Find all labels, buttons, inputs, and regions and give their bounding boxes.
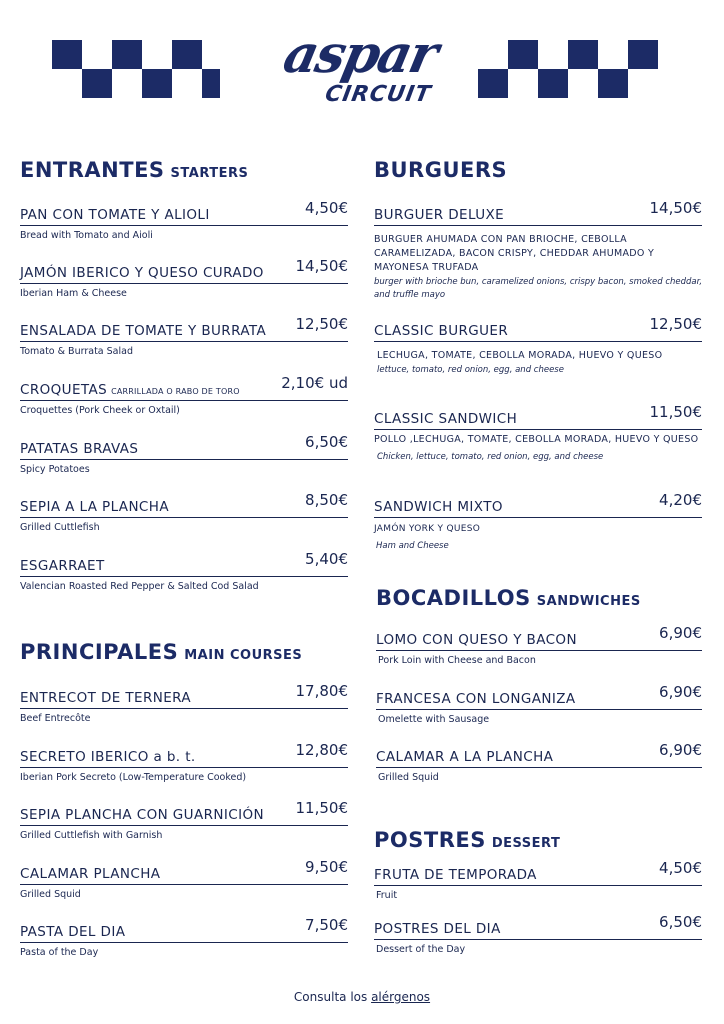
item-description: Omelette with Sausage: [378, 714, 490, 725]
item-name: SEPIA A LA PLANCHA: [20, 499, 169, 515]
menu-item: [374, 491, 702, 557]
item-name: SEPIA PLANCHA CON GUARNICIÓN: [20, 807, 264, 823]
divider: [20, 459, 348, 460]
item-price: 12,80€: [295, 741, 348, 759]
divider: [20, 225, 348, 226]
section-title-sandwiches: BOCADILLOS SANDWICHES: [376, 586, 641, 610]
item-name: POSTRES DEL DIA: [374, 921, 501, 937]
item-name: PASTA DEL DIA: [20, 924, 126, 940]
section-title-burgers: BURGUERS: [374, 158, 508, 182]
item-name: CLASSIC SANDWICH: [374, 411, 518, 427]
item-description: JAMÓN YORK Y QUESO: [374, 524, 481, 534]
item-note: CARRILLADA O RABO DE TORO: [111, 387, 240, 396]
item-name: CLASSIC BURGUER: [374, 323, 509, 339]
section-title-mains: PRINCIPALES MAIN COURSES: [20, 640, 303, 664]
divider: [374, 939, 702, 940]
allergens-footer: [0, 990, 724, 1004]
item-name: CROQUETAS CARRILLADA O RABO DE TORO: [20, 382, 240, 398]
divider: [20, 400, 348, 401]
divider: [374, 517, 702, 518]
item-description: Pork Loin with Cheese and Bacon: [378, 655, 536, 666]
divider: [374, 225, 702, 226]
menu-item: [376, 683, 702, 737]
menu-item: [20, 682, 348, 736]
divider: [20, 283, 348, 284]
item-description: Grilled Squid: [378, 772, 439, 783]
menu-item: [376, 624, 702, 678]
item-price: 7,50€: [305, 916, 348, 934]
item-price: 6,90€: [659, 624, 702, 642]
divider: [374, 341, 702, 342]
item-name: SANDWICH MIXTO: [374, 499, 503, 515]
item-name: ESGARRAET: [20, 558, 105, 574]
item-description-english: burger with brioche bun, caramelized onions, crispy bacon, smoked cheddar, and truffle mayo: [374, 277, 703, 300]
divider: [20, 825, 348, 826]
item-price: 17,80€: [295, 682, 348, 700]
divider: [376, 767, 702, 768]
item-name: BURGUER DELUXE: [374, 207, 505, 223]
item-price: 11,50€: [649, 403, 702, 421]
item-description: Spicy Potatoes: [20, 464, 90, 475]
menu-item: [20, 491, 348, 545]
item-name: FRANCESA CON LONGANIZA: [376, 691, 576, 707]
divider: [20, 767, 348, 768]
menu-item: [20, 741, 348, 795]
item-name: ENSALADA DE TOMATE Y BURRATA: [20, 323, 267, 339]
menu-item: [376, 741, 702, 795]
allergens-link[interactable]: alérgenos: [371, 990, 431, 1004]
item-description: Tomato & Burrata Salad: [20, 346, 133, 357]
menu-item: [374, 913, 702, 967]
item-price: 4,50€: [659, 859, 702, 877]
divider: [376, 650, 702, 651]
item-description: Valencian Roasted Red Pepper & Salted Cod Salad: [20, 581, 259, 592]
divider: [20, 576, 348, 577]
section-title-starters: ENTRANTES STARTERS: [20, 158, 249, 182]
item-price: 6,90€: [659, 683, 702, 701]
menu-item: [20, 799, 348, 853]
menu-item: [20, 916, 348, 970]
footer-text: Consulta los: [293, 990, 372, 1004]
item-name: FRUTA DE TEMPORADA: [374, 867, 537, 883]
checkered-flag-left-icon: [0, 0, 220, 120]
item-price: 12,50€: [295, 315, 348, 333]
section-title-desserts: POSTRES DESSERT: [374, 828, 561, 852]
brand-logo-name: aspar: [278, 24, 442, 85]
item-description: POLLO ,LECHUGA, TOMATE, CEBOLLA MORADA, HUEVO Y QUESO: [374, 434, 699, 445]
item-description: Beef Entrecôte: [20, 713, 91, 724]
item-description: Bread with Tomato and Aioli: [20, 230, 153, 241]
item-price: 2,10€ ud: [281, 374, 348, 392]
item-description: BURGUER AHUMADA CON PAN BRIOCHE, CEBOLLA CARAMELIZADA, BACON CRISPY, CHEDDAR AHUMADO Y MAYONESA TRUFADA: [374, 234, 655, 273]
menu-item: [20, 550, 348, 604]
item-name: ENTRECOT DE TERNERA: [20, 690, 192, 706]
item-description: Iberian Pork Secreto (Low-Temperature Cooked): [20, 772, 247, 783]
item-price: 9,50€: [305, 858, 348, 876]
item-description: Grilled Cuttlefish: [20, 522, 100, 533]
menu-header: [0, 0, 724, 120]
item-name: PAN CON TOMATE Y ALIOLI: [20, 207, 210, 223]
menu-item: [374, 199, 703, 305]
item-price: 5,40€: [305, 550, 348, 568]
checkered-flag-right-icon: [478, 0, 718, 120]
item-description-english: Ham and Cheese: [376, 541, 449, 551]
item-price: 4,20€: [659, 491, 702, 509]
item-description: LECHUGA, TOMATE, CEBOLLA MORADA, HUEVO Y QUESO: [377, 350, 663, 361]
item-description-english: lettuce, tomato, red onion, egg, and cheese: [377, 365, 564, 375]
item-price: 11,50€: [295, 799, 348, 817]
item-price: 6,50€: [305, 433, 348, 451]
brand-logo-sub: CIRCUIT: [323, 82, 434, 107]
divider: [374, 885, 702, 886]
item-name: PATATAS BRAVAS: [20, 441, 139, 457]
divider: [20, 708, 348, 709]
item-price: 14,50€: [295, 257, 348, 275]
item-description: Pasta of the Day: [20, 947, 99, 958]
item-price: 8,50€: [305, 491, 348, 509]
item-description: Grilled Squid: [20, 889, 81, 900]
item-price: 4,50€: [305, 199, 348, 217]
item-description: Dessert of the Day: [376, 944, 466, 955]
menu-item: [374, 315, 702, 381]
item-price: 12,50€: [649, 315, 702, 333]
divider: [376, 709, 702, 710]
menu-item: [20, 858, 348, 912]
item-name: LOMO CON QUESO Y BACON: [376, 632, 577, 648]
divider: [20, 341, 348, 342]
divider: [374, 429, 702, 430]
item-price: 6,50€: [659, 913, 702, 931]
item-description: Fruit: [376, 890, 398, 901]
menu-item: [20, 374, 348, 428]
item-price: 14,50€: [649, 199, 702, 217]
item-description-english: Chicken, lettuce, tomato, red onion, egg, and cheese: [377, 452, 604, 462]
item-price: 6,90€: [659, 741, 702, 759]
menu-item: [20, 199, 348, 253]
menu-item: [374, 859, 702, 913]
item-description: Croquettes (Pork Cheek or Oxtail): [20, 405, 180, 416]
item-name: CALAMAR A LA PLANCHA: [376, 749, 554, 765]
menu-item: [20, 315, 348, 369]
menu-item: [20, 433, 348, 487]
item-description: Iberian Ham & Cheese: [20, 288, 127, 299]
item-name: CALAMAR PLANCHA: [20, 866, 161, 882]
divider: [20, 517, 348, 518]
item-name: SECRETO IBERICO a b. t.: [20, 749, 196, 765]
item-name: JAMÓN IBERICO Y QUESO CURADO: [20, 265, 264, 281]
divider: [20, 942, 348, 943]
item-description: Grilled Cuttlefish with Garnish: [20, 830, 163, 841]
menu-item: [374, 403, 702, 469]
divider: [20, 884, 348, 885]
menu-item: [20, 257, 348, 311]
